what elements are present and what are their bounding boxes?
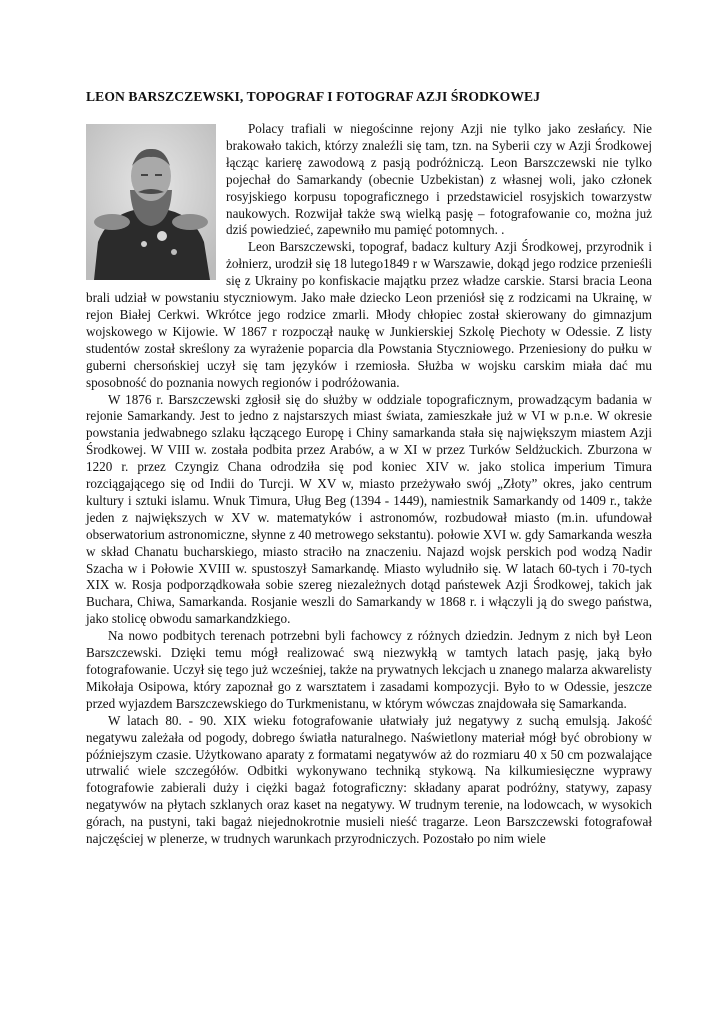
image-wrap-spacer <box>86 121 226 285</box>
paragraph: Polacy trafiali w niegościnne rejony Azji nie tylko jako zesłańcy. Nie brakowało takich, którzy znaleźli się tam, tzn. na Syberii czy w Azji Środkowej łącząc karierę zawodową z pasją podróżniczą. Leon Barszczewski nie tylko pojechał do Samarkandy (obecnie Uzbekistan) z własnej woli, jako członek rosyjskiego korpusu topograficznego i przedstawiciel rosyjskich towarzystw naukowych. Rozwijał także swą wielką pasję – fotografowanie co, można już dziś powiedzieć, zapewniło mu pamięć potomnych. . <box>226 121 652 238</box>
paragraph: W 1876 r. Barszczewski zgłosił się do służby w oddziale topograficznym, prowadzącym badania w rejonie Samarkandy. Jest to jedno z najstarszych miast świata, zamieszkałe już w VI w p.n.e. W okresie powstania jedwabnego szlaku łączącego Europę i Chiny samarkanda stała się największym miastem Azji Środkowej. W VIII w. została podbita przez Arabów, a w XI w przez Turków Seldżuckich. Zburzona w 1220 r. przez Czyngiz Chana odrodziła się pod koniec XIV w. jako stolica imperium Timura rozciągającego się od Indii do Turcji. W XV w, miasto przeżywało swój „Złoty” okres, jako centrum kultury i sztuki islamu. Wnuk Timura, Uług Beg (1394 - 1449), namiestnik Samarkandy od 1409 r., także jeden z największych w XV w. matematyków i astronomów, rozbudował miasto (m.in. ufundował obserwatorium astronomiczne, słynne z 40 metrowego sekstantu). połowie XVI w. gdy Samarkanda weszła w skład Chanatu bucharskiego, miasto straciło na znaczeniu. Najazd wojsk perskich pod wodzą Nadir Szacha w i Połowie XVIII w. spustoszył Samarkandę. Miasto wyludniło się. W latach 60-tych i 70-tych XIX w. Rosja podporządkowała sobie szereg niezależnych dotąd państewek Azji Środkowej, takich jak Buchara, Chiwa, Samarkanda. Rosjanie weszli do Samarkandy w 1868 r. i włączyli ją do swego państwa, jako stolicę obwodu samarkandzkiego. <box>86 391 652 627</box>
article-body <box>86 121 652 848</box>
paragraph: Na nowo podbitych terenach potrzebni byli fachowcy z różnych dziedzin. Jednym z nich był Leon Barszczewski. Dzięki temu mógł realizować swą niezwykłą w tamtych latach pasję, jaką było fotografowanie. Uczył się tego już wcześniej, także na prywatnych lekcjach u znanego malarza akwarelisty Mikołaja Osipowa, który zapoznał go z warsztatem i zasadami kompozycji. Było to w Odessie, jeszcze przed wyjazdem Barszczewskiego do Turkmenistanu, w którym wówczas znajdowała się Samarkanda. <box>86 628 652 711</box>
paragraph: Leon Barszczewski, topograf, badacz kultury Azji Środkowej, przyrodnik i żołnierz, urodził się 18 lutego1849 r w Warszawie, dokąd jego rodzice przenieśli się z Ukrainy po konfiskacie majątku przez władze carskie. Starsi bracia Leona brali udział w powstaniu styczniowym. Jako małe dziecko Leon przeniósł się z rodzicami na Ukrainę, w rejon Białej Cerkwi. Wkrótce jego rodzice zmarli. Młody chłopiec został skierowany do gimnazjum wojskowego w Kijowie. W 1867 r rozpoczął naukę w Junkierskiej Szkolę Piechoty w Odessie. Z listy studentów został skreślony za wyrażenie poparcia dla Powstania Styczniowego. Przeniesiony do pułku w guberni chersońskiej uczył się tam języków i rzemiosła. Służba w wojsku carskim miała dać mu sposobność do poznania nowych regionów i podróżowania. <box>86 239 652 390</box>
document-title: LEON BARSZCZEWSKI, TOPOGRAF I FOTOGRAF AZJI ŚRODKOWEJ <box>86 89 541 104</box>
paragraph: W latach 80. - 90. XIX wieku fotografowanie ułatwiały już negatywy z suchą emulsją. Jakość negatywu zależała od pogody, dobrego światła naturalnego. Naświetlony materiał mógł być obrobiony w późniejszym czasie. Użytkowano aparaty z formatami negatywów aż do rozmiaru 40 x 50 cm pozwalające utrwalić wiele szczegółów. Odbitki wykonywano techniką stykową. Na kilkumiesięczne wyprawy fotografowie zabierali duży i ciężki bagaż fotograficzny: składany aparat podróżny, statywy, zapasy negatywów na płytach szklanych oraz kaset na negatywy. W trudnym terenie, na lodowcach, w wysokich górach, na pustyni, taki bagaż niejednokrotnie musieli nieść tragarze. Leon Barszczewski fotografował najczęściej w plenerze, w trudnych warunkach przyrodniczych. Pozostało po nim wiele <box>86 712 652 847</box>
